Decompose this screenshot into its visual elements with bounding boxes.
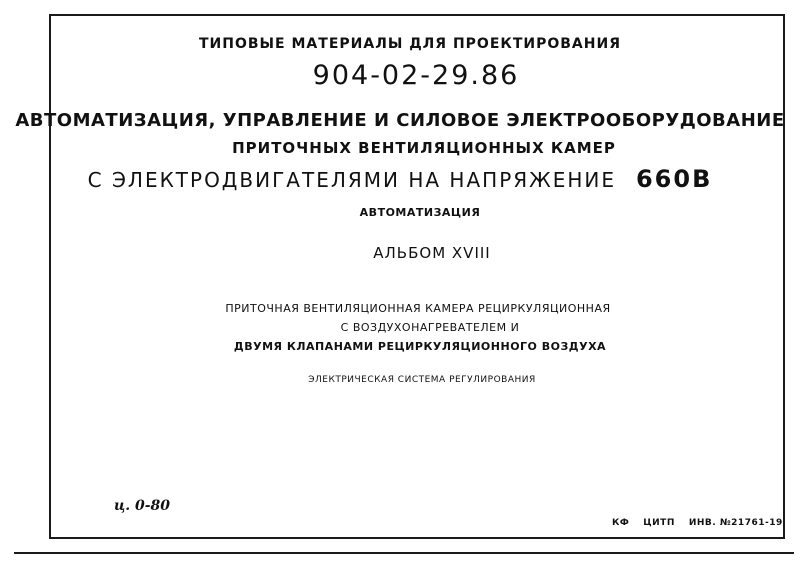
description-line-2: С ВОЗДУХОНАГРЕВАТЕЛЕМ И <box>340 321 520 334</box>
bottom-rule <box>14 552 794 554</box>
title-line-3-text: С ЭЛЕКТРОДВИГАТЕЛЯМИ НА НАПРЯЖЕНИЕ <box>87 168 616 192</box>
title-line-2: ПРИТОЧНЫХ ВЕНТИЛЯЦИОННЫХ КАМЕР <box>232 139 616 157</box>
handwritten-price-note: ц. 0-80 <box>114 498 171 514</box>
description-line-3: ДВУМЯ КЛАПАНАМИ РЕЦИРКУЛЯЦИОННОГО ВОЗДУХА <box>233 340 607 353</box>
stamp-kf: КФ <box>612 518 630 528</box>
description-line-1: ПРИТОЧНАЯ ВЕНТИЛЯЦИОННАЯ КАМЕРА РЕЦИРКУЛЯЦИОННАЯ <box>225 302 611 315</box>
inventory-stamp <box>612 518 783 528</box>
document-header: ТИПОВЫЕ МАТЕРИАЛЫ ДЛЯ ПРОЕКТИРОВАНИЯ <box>199 36 621 52</box>
section-name: АВТОМАТИЗАЦИЯ <box>359 206 481 219</box>
title-line-1: АВТОМАТИЗАЦИЯ, УПРАВЛЕНИЕ И СИЛОВОЕ ЭЛЕКТРООБОРУДОВАНИЕ <box>15 110 785 131</box>
document-code: 904-02-29.86 <box>312 60 520 91</box>
stamp-ctp: ЦИТП <box>643 518 675 528</box>
voltage-value: 660В <box>635 165 713 193</box>
title-line-3 <box>0 165 800 193</box>
description-line-4: ЭЛЕКТРИЧЕСКАЯ СИСТЕМА РЕГУЛИРОВАНИЯ <box>308 375 536 385</box>
stamp-inventory-number: ИНВ. №21761-19 <box>688 518 783 528</box>
page-frame <box>49 14 785 539</box>
album-number: АЛЬБОМ XVIII <box>373 244 491 262</box>
